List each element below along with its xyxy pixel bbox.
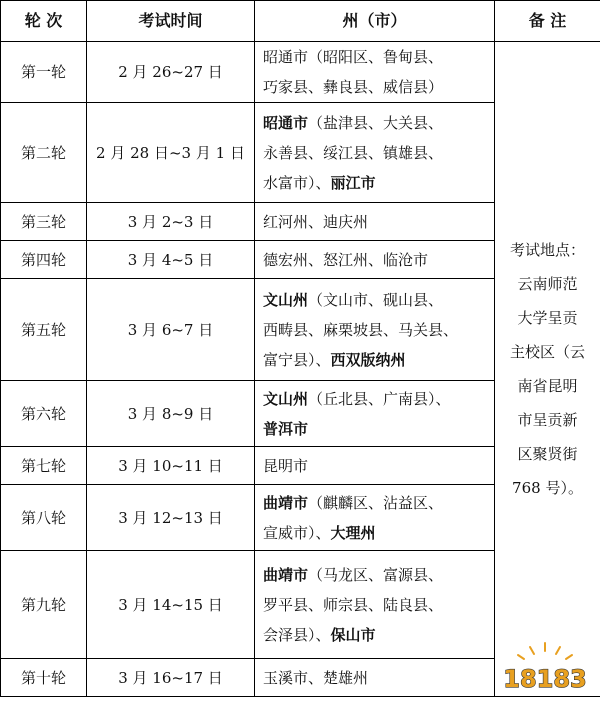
prefecture-line (263, 285, 490, 315)
exam-date-cell: 3 月 16~17 日 (87, 659, 255, 697)
district-text: 西畴县、麻栗坡县、马关县、 (263, 320, 459, 339)
city-name-bold: 大理州 (330, 523, 376, 542)
header-area: 州（市） (255, 1, 495, 42)
prefecture-line (263, 72, 490, 102)
district-text: 永善县、绥江县、镇雄县、 (263, 143, 444, 162)
prefecture-cell (255, 485, 495, 551)
prefecture-line (263, 414, 490, 444)
city-name-bold: 西双版纳州 (330, 350, 406, 369)
note-line: 考试地点： (509, 241, 585, 259)
city-name-bold: 保山市 (330, 625, 376, 644)
prefecture-line (263, 620, 490, 650)
round-cell: 第八轮 (1, 485, 87, 551)
prefecture-cell (255, 279, 495, 381)
prefecture-line (263, 207, 490, 237)
prefecture-line (263, 518, 490, 548)
exam-date-cell: 2 月 26~27 日 (87, 42, 255, 103)
exam-date-cell: 3 月 10~11 日 (87, 447, 255, 485)
district-text: 富宁县）、 (263, 350, 331, 369)
city-name-bold: 曲靖市 (263, 565, 309, 584)
exam-date-cell: 3 月 8~9 日 (87, 381, 255, 447)
district-text: 水富市）、 (263, 173, 331, 192)
round-cell: 第一轮 (1, 42, 87, 103)
prefecture-line (263, 345, 490, 375)
district-text: （盐津县、大关县、 (308, 113, 444, 132)
exam-date-cell: 2 月 28 日~3 月 1 日 (87, 103, 255, 203)
prefecture-line (263, 663, 490, 693)
round-cell: 第三轮 (1, 203, 87, 241)
prefecture-cell (255, 381, 495, 447)
district-text: 巧家县、彝良县、威信县） (263, 78, 444, 96)
exam-date-cell: 3 月 4~5 日 (87, 241, 255, 279)
district-text: 红河州、迪庆州 (263, 212, 369, 231)
round-cell: 第九轮 (1, 551, 87, 659)
prefecture-cell (255, 103, 495, 203)
note-line: 区聚贤街 (517, 445, 578, 463)
header-row (1, 1, 600, 42)
round-cell: 第七轮 (1, 447, 87, 485)
prefecture-line (263, 168, 490, 198)
district-text: （文山市、砚山县、 (308, 290, 444, 309)
header-round: 轮 次 (1, 1, 87, 42)
city-name-bold: 文山州 (263, 290, 309, 309)
round-cell: 第十轮 (1, 659, 87, 697)
note-line: 768 号）。 (512, 479, 583, 497)
note-line: 大学呈贡 (517, 309, 578, 327)
prefecture-cell (255, 241, 495, 279)
exam-date-cell: 3 月 12~13 日 (87, 485, 255, 551)
district-text: 昆明市 (263, 456, 309, 475)
table-row (1, 42, 600, 103)
district-text: （丘北县、广南县）、 (308, 389, 451, 408)
prefecture-line (263, 42, 490, 72)
city-name-bold: 曲靖市 (263, 493, 309, 512)
prefecture-cell (255, 42, 495, 103)
round-cell: 第二轮 (1, 103, 87, 203)
district-text: 昭通市（昭阳区、鲁甸县、 (263, 48, 444, 66)
city-name-bold: 丽江市 (330, 173, 376, 192)
round-cell: 第六轮 (1, 381, 87, 447)
prefecture-line (263, 108, 490, 138)
district-text: 罗平县、师宗县、陆良县、 (263, 595, 444, 614)
prefecture-line (263, 488, 490, 518)
round-cell: 第五轮 (1, 279, 87, 381)
district-text: 会泽县）、 (263, 625, 331, 644)
prefecture-line (263, 560, 490, 590)
district-text: （麒麟区、沾益区、 (308, 493, 444, 512)
prefecture-line (263, 245, 490, 275)
exam-date-cell: 3 月 14~15 日 (87, 551, 255, 659)
prefecture-cell (255, 659, 495, 697)
city-name-bold: 普洱市 (263, 419, 309, 438)
prefecture-cell (255, 551, 495, 659)
watermark-text: 18183 (503, 665, 587, 693)
exam-date-cell: 3 月 6~7 日 (87, 279, 255, 381)
district-text: （马龙区、富源县、 (308, 565, 444, 584)
prefecture-line (263, 315, 490, 345)
prefecture-line (263, 590, 490, 620)
watermark-rays (518, 643, 572, 659)
note-line: 云南师范 (517, 275, 578, 293)
note-line: 南省昆明 (517, 377, 578, 395)
prefecture-cell (255, 447, 495, 485)
schedule-body (1, 42, 600, 697)
prefecture-line (263, 384, 490, 414)
district-text: 玉溪市、楚雄州 (263, 668, 369, 687)
header-note: 备 注 (495, 1, 600, 42)
round-cell: 第四轮 (1, 241, 87, 279)
site-watermark-logo (492, 639, 598, 699)
district-text: 宣威市）、 (263, 523, 331, 542)
district-text: 德宏州、怒江州、临沧市 (263, 250, 429, 269)
city-name-bold: 文山州 (263, 389, 309, 408)
city-name-bold: 昭通市 (263, 113, 309, 132)
exam-date-cell: 3 月 2~3 日 (87, 203, 255, 241)
prefecture-line (263, 451, 490, 481)
note-line: 主校区（云 (509, 343, 585, 361)
prefecture-cell (255, 203, 495, 241)
note-line: 市呈贡新 (517, 411, 578, 429)
prefecture-line (263, 138, 490, 168)
header-time: 考试时间 (87, 1, 255, 42)
exam-location-note (495, 42, 600, 697)
